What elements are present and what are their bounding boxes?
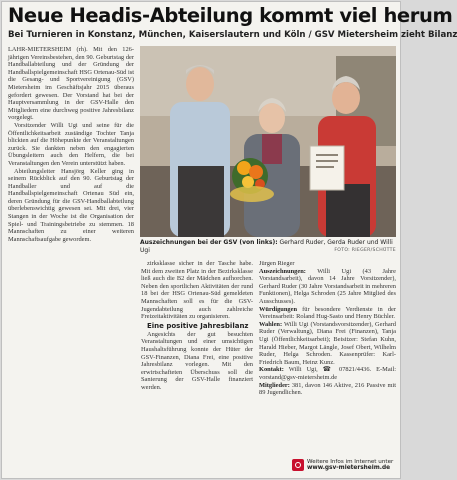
col2-paragraph-2: Angesichts der gut besuchten Veranstaltungen und einer umsichtigen Haushaltsführung konnte der Hüter der GSV-Finanzen, Diana Frei, eine positive Jahresbilanz vorlegen. Mit den erwirtschafteten Überschuss soll die Sanierung der GSV-Halle finanziert werden.: [141, 330, 253, 391]
paragraph-2: Vorsitzender Willi Ugi und seine für die Öffentlichkeitsarbeit zuständige Tochter Tanja blickten auf die Höhepunkte der Veranstaltungen zurück. Sie dankten neben den engagierten Übungsleitern auch den Helfern, die bei Veranstaltungen den Verein unterstützt haben.: [8, 121, 134, 167]
photo-credit: FOTO: RIEGER/SCHÜTTE: [334, 248, 396, 253]
paragraph-1: LAHR-MIETERSHEIM (rh). Mit den 126-jährigen Vereinsbestehen, den 90. Geburtstag der Handballabteilung und der Gründung der Handballspielgemeinschaft HSG Ortenau-Süd ist die Gesang- und Sportvereinigung (GSV) Mietersheim im Geschäftsjahr 2015 überaus gefordert gewesen. Der Vorstand hat bei der Hauptversammlung in der GSV-Halle den Mitgliedern eine durchweg positive Jahresbilanz vorgelegt.: [8, 46, 134, 122]
newspaper-clipping: [2, 2, 457, 478]
col3-paragraph-2: Würdigungen für besondere Verdienste in der Vereinsarbeit: Roland Hug-Sasto und Henry Büchler.: [259, 305, 396, 321]
award-photo: [140, 46, 396, 237]
body-column-2: [141, 260, 253, 392]
photo-image: [140, 46, 396, 237]
col3-paragraph-5: Mitglieder: 381, davon 146 Aktive, 216 Passive mit 89 Jugendlichen.: [259, 381, 396, 397]
col3-paragraph-3: Wahlen: Willi Ugi (Vorstandsvorsitzender), Gerhard Ruder (Verwaltung), Diana Frei (Finanzen), Tanja Ugi (Öffentlichkeitsarbeit); Beisitzer: Stefan Kuhn, Harald Hieber, Margot Längle, Josef Obert, Wilhelm Ruder, Helga Schroden. Kassenprüfer: Karl-Friedrich Baum, Heinz Kunz.: [259, 320, 396, 366]
footer-info: [292, 458, 398, 472]
col2-paragraph-1: zirksklasse sicher in der Tasche habe. Mit dem zweiten Platz in der Bezirksklasse ließ auch die B2 der Mädchen aufhorchen. Neben den sportlichen Aktivitäten der rund 18 bei der HSG Ortenau-Süd gemeldeten Mannschaften soll es für die GSV-Jugendabteilung auch zahlreiche Freizeitaktivitäten zu organisieren.: [141, 260, 253, 321]
body-column-3: [259, 260, 396, 397]
body-column-1: [8, 46, 134, 243]
headline: Neue Headis-Abteilung kommt viel herum: [8, 4, 453, 27]
section-heading-positive: Eine positive Jahresbilanz: [147, 321, 249, 330]
footer-text: Weitere Infos im Internet unter www.gsv-mietersheim.de: [307, 458, 394, 471]
club-logo-icon: [292, 459, 304, 471]
caption-names: Gerhard Ruder, Gerda Ruder und Willi Ugi: [140, 239, 393, 254]
caption-lead: Auszeichnungen bei der GSV (von links):: [140, 239, 278, 246]
website-link[interactable]: www.gsv-mietersheim.de: [307, 465, 391, 471]
subheadline: Bei Turnieren in Konstanz, München, Kaiserslautern und Köln / GSV Mietersheim zieht Bilanz: [8, 30, 457, 40]
col3-paragraph-1: Auszeichnungen: Willi Ugi (43 Jahre Vorstandsarbeit), davon 14 Jahre Vorsitzender), Gerhard Ruder (30 Jahre Vorstandsarbeit in mehreren Funktionen), Helga Schroden (25 Jahre Mitglied des Ausschusses).: [259, 267, 396, 305]
photo-caption: [140, 239, 396, 255]
author: Jürgen Rieger: [259, 260, 295, 267]
paragraph-3: Abteilungsleiter Hansjörg Keller ging in seinem Rückblick auf den 90. Geburtstag der Handballer und auf die Handballspielgemeinschaft Ortenau Süd ein, deren Gründung für die GSV-Handballabteilung überlebenswichtig gewesen sei. Mit drei, vier Stangen in der Woche ist die Organisation der Spiel- und Trainingsbetriebe zu stemmen. 18 Mannschaften zu einer weiteren Mannschaftsaufgabe gewordem.: [8, 167, 134, 243]
col3-paragraph-4: Kontakt: Willi Ugi, ☎ 07821/4436. E-Mail: vorstand@gsv-mietersheim.de: [259, 366, 397, 381]
